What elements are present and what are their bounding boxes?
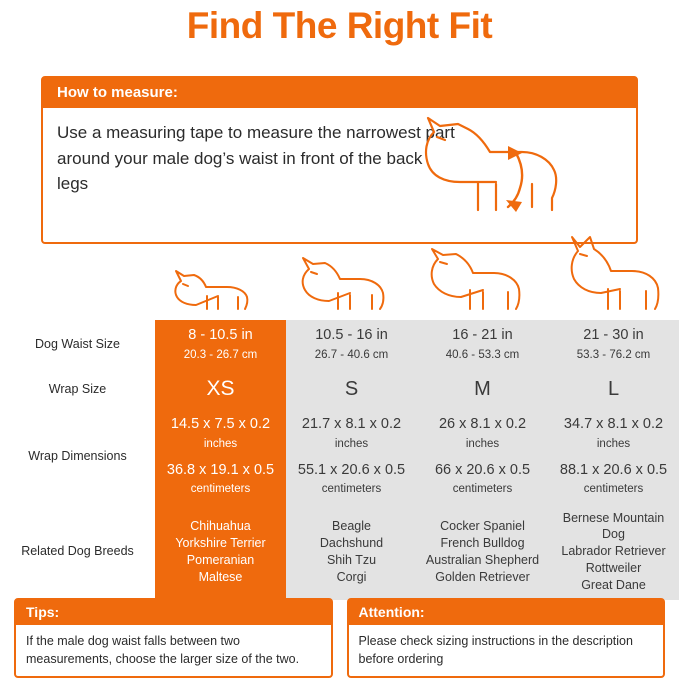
breeds-m	[417, 504, 548, 600]
waist-size-l-cm: 53.3 - 76.2 cm	[576, 348, 651, 361]
waist-size-m-inches: 16 - 21 in	[452, 327, 513, 343]
waist-size-s-cm: 26.7 - 40.6 cm	[314, 348, 389, 361]
wrap-dimensions-xs	[155, 409, 286, 503]
how-to-measure-text: Use a measuring tape to measure the narrowest part around your male dog’s waist in front of the back legs	[57, 123, 455, 193]
how-to-measure-body	[43, 108, 636, 242]
breed-item: Rottweiler	[585, 561, 642, 576]
wrap-dimensions-m-cm-unit: centimeters	[452, 483, 513, 496]
breed-item: Pomeranian	[186, 552, 255, 567]
breed-item: Australian Shepherd	[425, 552, 540, 567]
wrap-size-xs-value: XS	[206, 377, 235, 401]
row-label-waist-size: Dog Waist Size	[0, 320, 155, 369]
breed-item: Beagle	[332, 519, 371, 534]
wrap-dimensions-s-inches: 21.7 x 8.1 x 0.2	[301, 416, 402, 433]
wrap-size-xs	[155, 369, 286, 409]
breed-item: Maltese	[198, 569, 243, 584]
wrap-dimensions-s-cm: 55.1 x 20.6 x 0.5	[297, 461, 406, 478]
breed-item: Bernese Mountain Dog	[562, 510, 665, 542]
row-label-related-breeds: Related Dog Breeds	[0, 504, 155, 600]
breed-item: French Bulldog	[440, 535, 525, 550]
waist-size-l-inches: 21 - 30 in	[583, 327, 644, 343]
waist-size-s	[286, 320, 417, 369]
how-to-measure-heading: How to measure:	[43, 78, 636, 108]
attention-text: Please check sizing instructions in the description before ordering	[358, 634, 633, 667]
breed-item: Labrador Retriever	[561, 544, 666, 559]
breed-item: Dachshund	[319, 535, 384, 550]
wrap-dimensions-m	[417, 409, 548, 503]
wrap-dimensions-m-inches: 26 x 8.1 x 0.2	[438, 416, 527, 433]
breeds-l	[548, 504, 679, 600]
wrap-dimensions-m-inches-unit: inches	[465, 437, 500, 450]
table-row-wrap-dimensions	[0, 409, 679, 503]
how-to-measure-box	[41, 76, 638, 244]
dog-silhouette-m	[422, 247, 527, 318]
wrap-dimensions-l-cm-unit: centimeters	[583, 483, 644, 496]
size-table	[0, 320, 679, 600]
breed-item: Cocker Spaniel	[440, 519, 525, 534]
row-label-wrap-dimensions: Wrap Dimensions	[0, 409, 155, 503]
wrap-dimensions-s-cm-unit: centimeters	[321, 483, 382, 496]
wrap-dimensions-s-inches-unit: inches	[334, 437, 369, 450]
wrap-dimensions-xs-inches: 14.5 x 7.5 x 0.2	[170, 416, 271, 433]
dog-waist-measure-illustration	[404, 112, 574, 222]
wrap-size-l-value: L	[607, 377, 620, 400]
breeds-s	[286, 504, 417, 600]
table-row-wrap-size	[0, 369, 679, 409]
bottom-notes	[14, 598, 665, 678]
dog-silhouette-xs	[163, 265, 257, 318]
wrap-size-m-value: M	[474, 377, 491, 400]
breed-item: Corgi	[336, 569, 367, 584]
breed-item: Yorkshire Terrier	[175, 535, 266, 550]
dog-silhouette-s	[292, 255, 392, 318]
tips-text: If the male dog waist falls between two measurements, choose the larger size of the two.	[26, 634, 300, 667]
attention-heading: Attention:	[349, 600, 664, 625]
wrap-size-s-value: S	[344, 377, 359, 400]
waist-size-m-cm: 40.6 - 53.3 cm	[445, 348, 520, 361]
breed-item: Chihuahua	[190, 519, 251, 534]
dog-silhouette-row	[0, 238, 679, 318]
waist-size-xs-cm: 20.3 - 26.7 cm	[183, 348, 258, 361]
tips-heading: Tips:	[16, 600, 331, 625]
table-row-related-breeds	[0, 504, 679, 600]
waist-size-xs	[155, 320, 286, 369]
waist-size-m	[417, 320, 548, 369]
wrap-dimensions-xs-cm-unit: centimeters	[190, 483, 251, 496]
attention-box	[347, 598, 666, 678]
breed-item: Great Dane	[581, 578, 646, 593]
wrap-size-s	[286, 369, 417, 409]
wrap-dimensions-xs-cm: 36.8 x 19.1 x 0.5	[166, 461, 275, 478]
waist-size-l	[548, 320, 679, 369]
breed-item: Golden Retriever	[435, 569, 530, 584]
table-row-waist-size	[0, 320, 679, 369]
page-title: Find The Right Fit	[186, 5, 493, 46]
tips-box	[14, 598, 333, 678]
wrap-dimensions-m-cm: 66 x 20.6 x 0.5	[434, 461, 531, 478]
wrap-dimensions-l-inches-unit: inches	[596, 437, 631, 450]
waist-size-s-inches: 10.5 - 16 in	[315, 327, 388, 343]
waist-size-xs-inches: 8 - 10.5 in	[188, 327, 253, 343]
breed-item: Shih Tzu	[326, 552, 377, 567]
wrap-dimensions-l	[548, 409, 679, 503]
wrap-dimensions-s	[286, 409, 417, 503]
wrap-dimensions-l-inches: 34.7 x 8.1 x 0.2	[563, 416, 664, 433]
wrap-dimensions-xs-inches-unit: inches	[203, 437, 238, 450]
row-label-wrap-size: Wrap Size	[0, 369, 155, 409]
wrap-size-m	[417, 369, 548, 409]
breeds-xs	[155, 504, 286, 600]
wrap-size-l	[548, 369, 679, 409]
dog-silhouette-l	[556, 235, 664, 318]
wrap-dimensions-l-cm: 88.1 x 20.6 x 0.5	[559, 461, 668, 478]
